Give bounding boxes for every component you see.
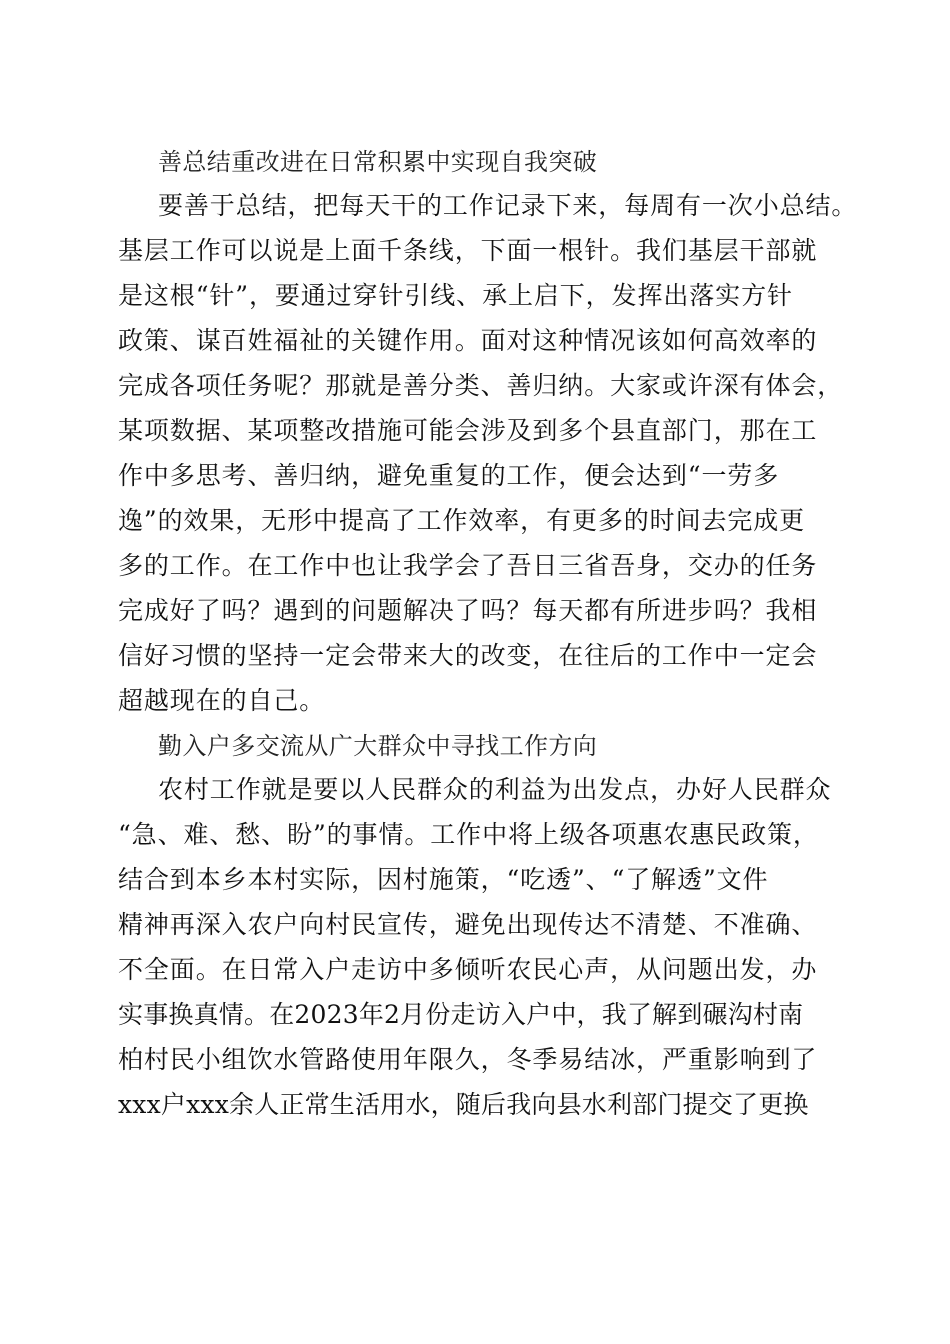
paragraph-line: 完成好了吗？遇到的问题解决了吗？每天都有所进步吗？我相 (118, 596, 818, 625)
paragraph-line: 信好习惯的坚持一定会带来大的改变，在往后的工作中一定会 (118, 641, 818, 670)
paragraph-line: 基层工作可以说是上面千条线，下面一根针。我们基层干部就 (118, 236, 818, 265)
paragraph-line: 多的工作。在工作中也让我学会了吾日三省吾身，交办的任务 (118, 551, 818, 580)
section-heading: 勤入户多交流从广大群众中寻找工作方向 (158, 732, 598, 760)
paragraph-line: 农村工作就是要以人民群众的利益为出发点，办好人民群众 (158, 775, 832, 804)
paragraph-line: 某项数据、某项整改措施可能会涉及到多个县直部门，那在工 (118, 416, 818, 445)
paragraph-line: 作中多思考、善归纳，避免重复的工作，便会达到“一劳多 (118, 461, 780, 490)
paragraph-line: 完成各项任务呢？那就是善分类、善归纳。大家或许深有体会， (118, 371, 844, 400)
section-heading: 善总结重改进在日常积累中实现自我突破 (158, 148, 598, 176)
paragraph-line: “急、难、愁、盼”的事情。工作中将上级各项惠农惠民政策， (118, 820, 819, 849)
paragraph-line: xxx户xxx余人正常生活用水，随后我向县水利部门提交了更换 (118, 1090, 809, 1119)
paragraph-line: 是这根“针”，要通过穿针引线、承上启下，发挥出落实方针 (118, 281, 793, 310)
paragraph-line: 逸”的效果，无形中提高了工作效率，有更多的时间去完成更 (118, 506, 806, 535)
paragraph-line: 要善于总结，把每天干的工作记录下来，每周有一次小总结。 (158, 191, 858, 220)
paragraph-line: 结合到本乡本村实际，因村施策，“吃透”、“了解透”文件 (118, 865, 769, 894)
paragraph-line: 政策、谋百姓福祉的关键作用。面对这种情况该如何高效率的 (118, 326, 818, 355)
paragraph-line: 实事换真情。在2023年2月份走访入户中，我了解到碾沟村南 (118, 1000, 804, 1029)
paragraph-line: 不全面。在日常入户走访中多倾听农民心声，从问题出发，办 (118, 955, 818, 984)
paragraph-line: 柏村民小组饮水管路使用年限久，冬季易结冰，严重影响到了 (118, 1045, 818, 1074)
paragraph-line: 精神再深入农户向村民宣传，避免出现传达不清楚、不准确、 (118, 910, 818, 939)
paragraph-line: 超越现在的自己。 (118, 686, 326, 715)
